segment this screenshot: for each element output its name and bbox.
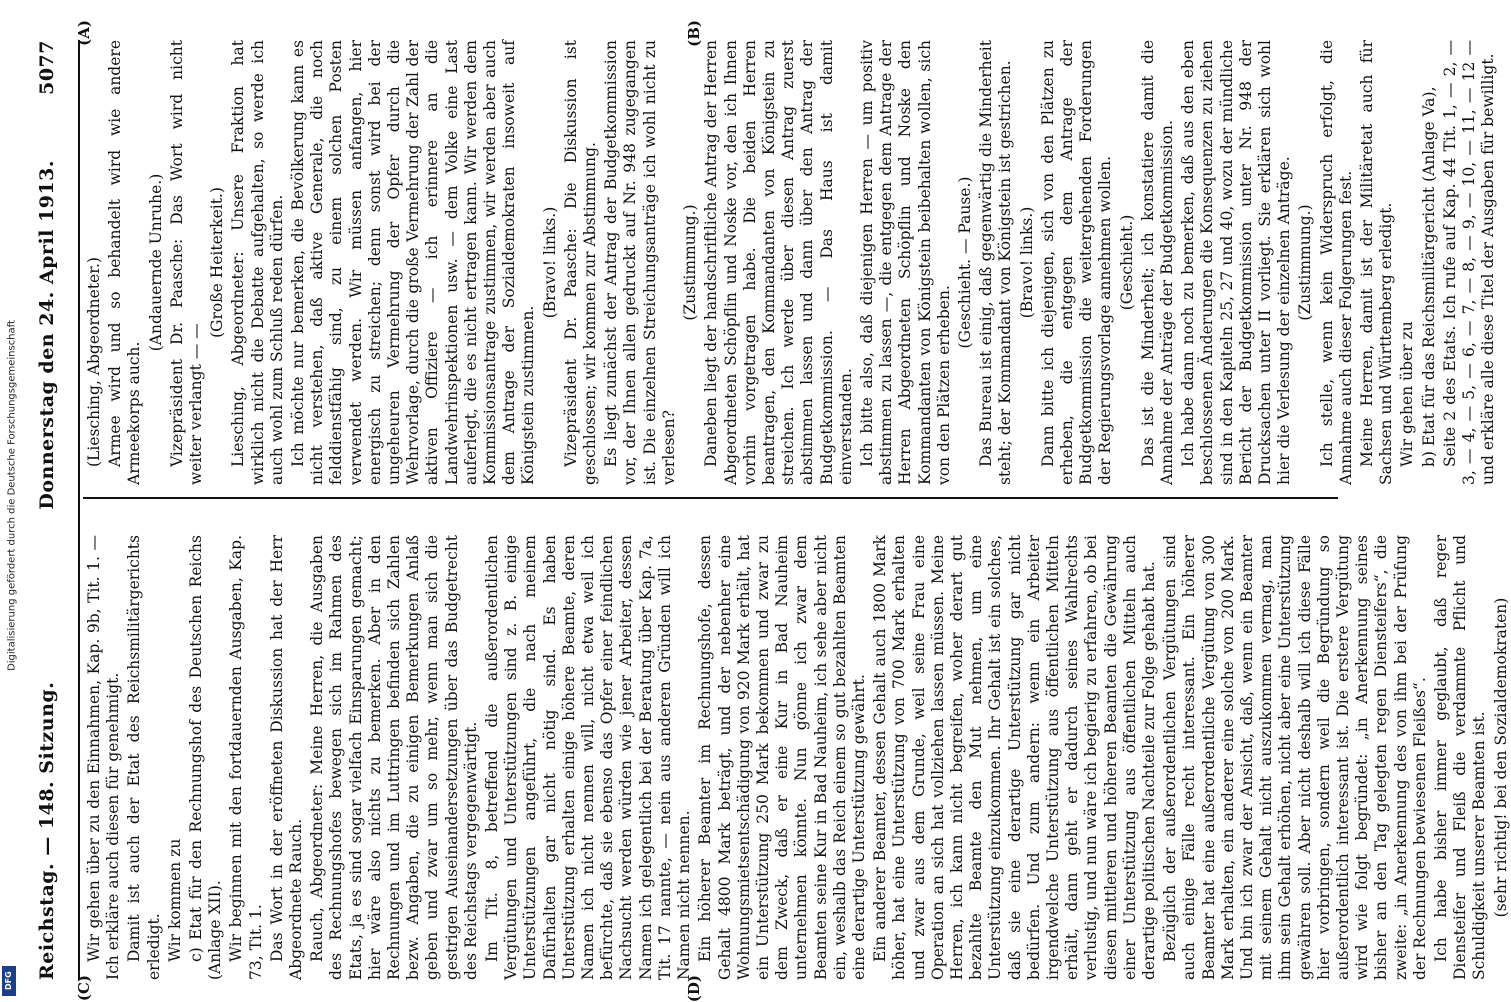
page-header <box>30 40 70 980</box>
stage-direction: (Andauernde Unruhe.) <box>146 173 165 352</box>
header-rule <box>78 40 80 980</box>
stage-direction: (Zustimmung.) <box>681 204 700 321</box>
paragraph: Wir beginnen mit den fortdauernden Ausgaben, Kap. 73, Tit. 1. <box>227 535 265 980</box>
header-title-left: Reichstag. — 148. Sitzung. <box>36 681 58 980</box>
stage-direction: (Große Heiterkeit.) <box>208 187 227 338</box>
paragraph: Ich habe dann noch zu bemerken, daß aus den eben beschlossenen Änderungen die Konsequenzen zu ziehen sind in den Kapiteln 25, 27 und 40, wozu der mündliche Bericht der Budgetkommission unter Nr. 948 der Drucksachen unter II vorliegt. Sie erklären sich wohl hier die Verlesung der einzelnen Anträge. <box>1179 40 1294 485</box>
paragraph: b) Etat für das Reichsmilitärgericht (Anlage Va), <box>1419 86 1438 467</box>
stage-direction: (Bravo! links.) <box>1017 206 1036 319</box>
paragraph: Das Bureau ist einig, daß gegenwärtig die Minderheit steht; der Kommandant von Königstein ist gestrichen. <box>977 40 1015 485</box>
paragraph: Im Tit. 8, betreffend die außerordentlichen Vergütungen und Unterstützungen sind z. B. einige Unterstützungen angeführt, die nach meinem Dafürhalten gar nicht nötig sind. Es haben Unterstützung erhalten einige höhere Beamte, deren Namen ich nicht nennen will, nicht etwa weil ich befürchte, daß sie ebenso das Opfer einer feindlichen Nachsucht werden würden wie jener Arbeiter, dessen Namen ich gelegentlich bei der Beratung über Kap. 7a, Tit. 17 nannte, — nein aus anderen Gründen will ich Namen nicht nennen. <box>483 535 694 980</box>
dfg-logo: DFG <box>2 966 16 996</box>
stage-direction: (Geschieht. — Pause.) <box>955 176 974 349</box>
paragraph: Vizepräsident Dr. Paasche: Die Diskussion ist geschlossen; wir kommen zur Abstimmung. <box>561 40 600 485</box>
paragraph: Ich habe bisher immer geglaubt, daß reger Diensteifer und Fleiß die verdammte Pflicht und Schuldigkeit unserer Beamten ist. <box>1432 535 1489 980</box>
page-number: 5077 <box>36 40 58 95</box>
paragraph: Bezüglich der außerordentlichen Vergütungen sind auch einige Fälle recht interessant. Ein höherer Beamter hat eine außerordentliche Vergütung von 300 Mark erhalten, ein anderer eine solche von 200 Mark. Und bin ich zwar der Ansicht, daß, wenn ein Beamter mit seinem Gehalt nicht auszukommen vermag, man ihm sein Gehalt erhöhen, nicht aber eine Unterstützung gewähren soll. Aber nicht deshalb will ich diese Fälle hier vorbringen, sondern weil die Begründung so außerordentlich interessant ist. Die erstere Vergütung wird wie folgt begründet: „in Anerkennung seines bisher an den Tag gelegten regen Diensteifers“, die zweite: „in Anerkennung des von ihm bei der Prüfung der Rechnungen bewiesenen Fleißes“. <box>1161 535 1429 980</box>
stage-direction: (Zustimmung.) <box>1296 204 1315 321</box>
paragraph: Ich möchte nur bemerken, die Bevölkerung kann es nicht verstehen, daß aktive Generale, die noch felddienstfähig sind, zu einem solchen Posten verwendet werden. Wir müssen anfangen, hier energisch zu streichen; denn sonst wird bei der ungeheuren Vermehrung der Opfer durch die Wehrvorlage, durch die große Vermehrung der Zahl der aktiven Offiziere — ich erinnere an die Landwehrinspektionen usw. — dem Volke eine Last auferlegt, die es nicht ertragen kann. Wir werden dem Kommissionsantrage zustimmen, wir werden aber auch dem Antrage der Sozialdemokraten insoweit auf Königstein zustimmen. <box>289 40 538 485</box>
stage-direction: (Bravo! links.) <box>540 206 559 319</box>
paragraph: Armee wird und so behandelt wird wie andere Armeekorps auch. <box>106 40 144 485</box>
paragraph: Dann bitte ich diejenigen, sich von den Plätzen zu erheben, die entgegen dem Antrage der Budgetkommission die weitergehenden Forderungen der Regierungsvorlage annehmen wollen. <box>1038 40 1115 485</box>
paragraph: Liesching, Abgeordneter: Unsere Fraktion hat wirklich nicht die Debatte aufgehalten, so werde ich auch wohl zum Schluß reden dürfen. <box>229 40 286 485</box>
stage-direction: (sehr richtig! bei den Sozialdemokraten) <box>1491 597 1510 918</box>
paragraph: Wir kommen zu <box>165 838 184 962</box>
paragraph: c) Etat für den Rechnungshof des Deutschen Reichs (Anlage XII). <box>187 535 225 980</box>
header-title-right: Donnerstag den 24. April 1913. <box>36 160 58 510</box>
margin-mark-b: (B) <box>685 20 703 47</box>
paragraph: (Liesching, Abgeordneter.) <box>85 257 103 467</box>
left-column <box>85 40 1498 485</box>
paragraph: Damit ist auch der Etat des Reichsmilitärgerichts erledigt. <box>125 535 163 980</box>
paragraph: Ein anderer Beamter, dessen Gehalt auch 1800 Mark höher, hat eine Unterstützung von 700 Mark erhalten und zwar aus dem Grunde, weil seine Frau eine Operation an sich hat vollziehen lassen müssen. Meine Herren, ich kann nicht begreifen, woher derart gut bezahlte Beamte den Mut nehmen, um eine Unterstützung einzukommen. Ihr Gehalt ist ein solches, daß sie eine derartige Unterstützung gar nicht bedürfen. Und zum andern: wenn ein Arbeiter irgendwelche Unterstützung aus öffentlichen Mitteln erhält, dann geht er dadurch seines Wahlrechts verlustig, und nun wäre ich begierig zu erfahren, ob bei diesen mittleren und höheren Beamten die Gewährung einer Unterstützung aus öffentlichen Mitteln auch derartige politischen Nachteile zur Folge gehabt hat. <box>871 535 1158 980</box>
paragraph: Das Wort in der eröffneten Diskussion hat der Herr Abgeordnete Rauch. <box>267 535 306 980</box>
paragraph: Meine Herren, damit ist der Militäretat auch für Sachsen und Württemberg erledigt. <box>1358 40 1396 485</box>
paragraph: Daneben liegt der handschriftliche Antrag der Herren Abgeordneten Schöpflin und Noske vor, den ich Ihnen vorhin vorgetragen habe. Die beiden Herren beantragen, den Kommandanten von Königstein zu streichen. Ich werde über diesen Antrag zuerst abstimmen lassen und dann über den Antrag der Budgetkommission. — Das Haus ist damit einverstanden. <box>702 40 855 485</box>
paragraph: Das ist die Minderheit; ich konstatiere damit die Annahme der Anträge der Budgetkommission. <box>1138 40 1176 485</box>
digitization-note-text: Digitalisierung gefördert durch die Deutsche Forschungsgemeinschaft <box>6 320 18 671</box>
column-divider <box>83 497 1338 499</box>
paragraph: Rauch, Abgeordneter: Meine Herren, die Ausgaben des Rechnungshofes bewegen sich im Rahmen des Etats, ja es sind sogar vielfach Einsparungen gemacht; hier wäre also nichts zu bemerken. Aber in den Rechnungen und im Luttringen befinden sich Zahlen bezw. Angaben, die zu einigen Bemerkungen Anlaß geben und zwar um so mehr, wenn man sich die gestrigen Auseinandersetzungen über das Budgetrecht des Reichstags vergegenwärtigt. <box>308 535 480 980</box>
stage-direction: (Geschieht.) <box>1117 214 1136 311</box>
paragraph: Wir gehen über zu <box>1398 321 1417 467</box>
paragraph: Ein höherer Beamter im Rechnungshofe, dessen Gehalt 4800 Mark beträgt, und der nebenher eine Wohnungsmietsentschädigung von 920 Mark erhält, hat ein Unterstützung 250 Mark bekommen und zwar zu dem Zweck, daß er eine Kur in Bad Nauheim unternehmen könnte. Nun gönne ich zwar dem Beamten seine Kur in Bad Nauheim, ich sehe aber nicht ein, weshalb das Reich einem so gut bezahlten Beamten eine derartige Unterstützung gewährt. <box>696 535 868 980</box>
paragraph: Ich bitte also, daß diejenigen Herren — um positiv abstimmen zu lassen —, die entgegen dem Antrage der Herren Abgeordneten Schöpflin und Noske den Kommandanten von Königstein beibehalten wollen, sich von den Plätzen erheben. <box>857 40 953 485</box>
paragraph: Wir gehen über zu den Einnahmen, Kap. 9b, Tit. 1. — Ich erkläre auch diesen für genehmigt. <box>85 535 123 980</box>
paragraph: Vizepräsident Dr. Paasche: Das Wort wird nicht weiter verlangt — — <box>167 40 206 485</box>
paragraph: Ich stelle, wenn kein Widerspruch erfolgt, die Annahme auch dieser Folgerungen fest. <box>1317 40 1355 485</box>
paragraph: Seite 2 des Etats. Ich rufe auf Kap. 44 Tit. 1, — 2, — 3, — 4, — 5, — 6, — 7, — 8, — 9, — 10, — 11, — 12 — und erkläre alle diese Titel der Ausgaben für bewilligt. <box>1440 40 1498 485</box>
right-column <box>85 535 1510 980</box>
margin-mark-d: (D) <box>685 975 703 1002</box>
margin-mark-c: (C) <box>75 975 93 1002</box>
margin-mark-a: (A) <box>75 20 93 46</box>
paragraph: Es liegt zunächst der Antrag der Budgetkommission vor, der Ihnen allen gedruckt auf Nr. 948 zugegangen ist. Die einzelnen Streichungsanträge ich wohl nicht zu verlesen? <box>602 40 678 485</box>
